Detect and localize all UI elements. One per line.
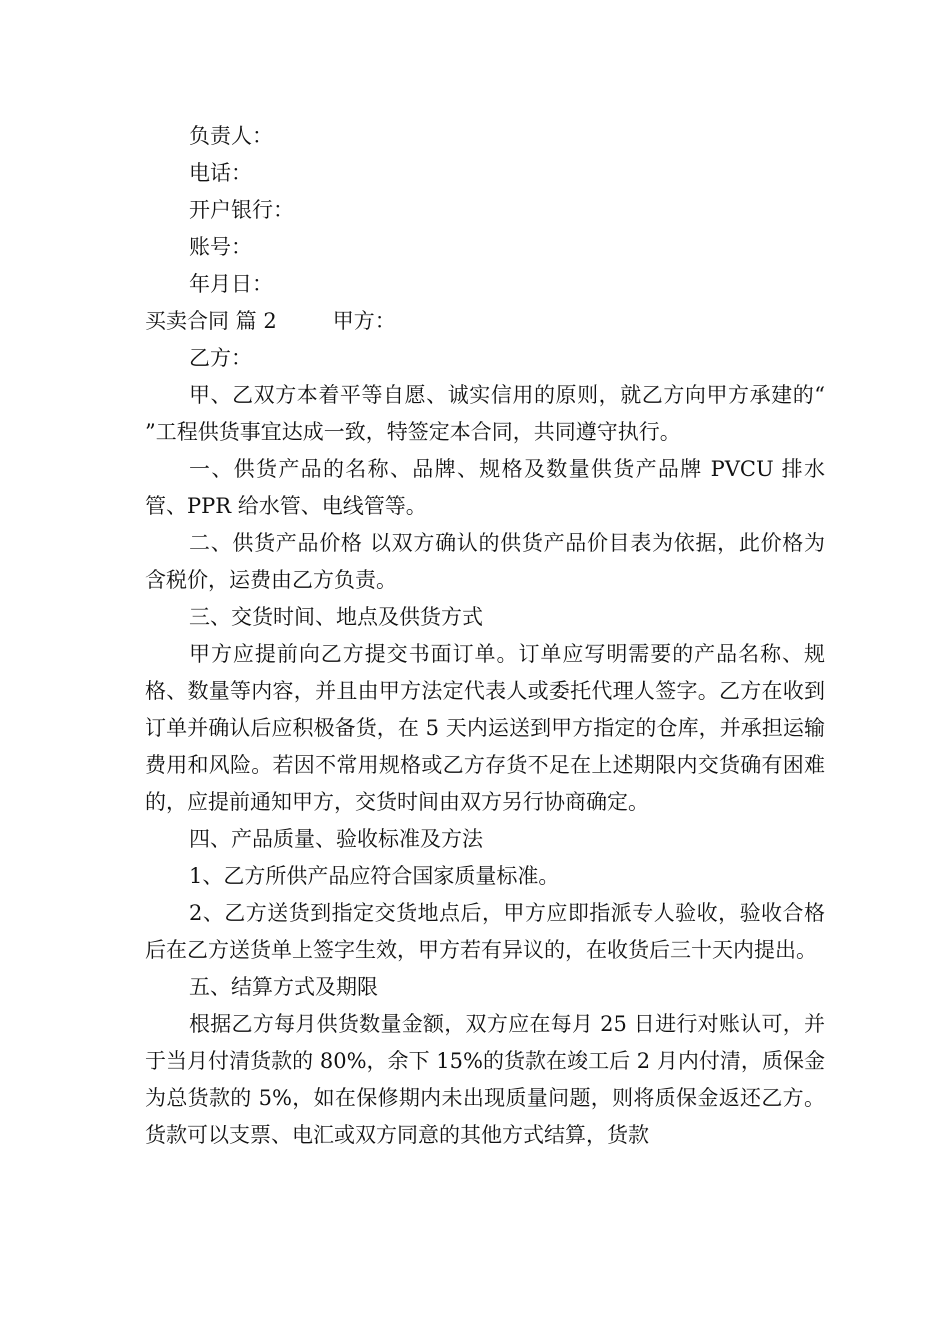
field-account: 账号：: [189, 235, 252, 259]
paragraph-section-5: 根据乙方每月供货数量金额，双方应在每月 25 日进行对账认可，并于当月付清货款的 80%，余下 15%的货款在竣工后 2 月内付清，质保金为总货款的 5%，如在保修期内未出现质量问题，则将质保金返还乙方。货款可以支票、电汇或双方同意的其他方式结算，货款: [145, 1012, 825, 1147]
paragraph-intro: 甲、乙双方本着平等自愿、诚实信用的原则，就乙方向甲方承建的“ ”工程供货事宜达成一致，特签定本合同，共同遵守执行。: [145, 383, 832, 444]
paragraph-section-4-1: 1、乙方所供产品应符合国家质量标准。: [189, 864, 560, 888]
field-phone: 电话：: [189, 161, 252, 185]
paragraph-section-1: 一、供货产品的名称、品牌、规格及数量供货产品牌 PVCU 排水管、PPR 给水管、电线管等。: [145, 457, 825, 518]
contract-title: 买卖合同 篇 2: [145, 309, 277, 333]
paragraph-section-3: 甲方应提前向乙方提交书面订单。订单应写明需要的产品名称、规格、数量等内容，并且由甲方法定代表人或委托代理人签字。乙方在收到订单并确认后应积极备货，在 5 天内运送到甲方指定的仓库，并承担运输费用和风险。若因不常用规格或乙方存货不足在上述期限内交货确有困难的，应提前通知甲方，交货时间由双方另行协商确定。: [145, 642, 825, 814]
field-responsible: 负责人：: [189, 124, 273, 148]
section-5-title: 五、结算方式及期限: [189, 975, 378, 999]
party-a-label: 甲方：: [332, 309, 396, 333]
contract-title-line: [145, 303, 825, 340]
document-body: [145, 118, 832, 1154]
paragraph-section-4-2: 2、乙方送货到指定交货地点后，甲方应即指派专人验收，验收合格后在乙方送货单上签字生效，甲方若有异议的，在收货后三十天内提出。: [145, 901, 825, 962]
paragraph-section-2: 二、供货产品价格 以双方确认的供货产品价目表为依据，此价格为含税价，运费由乙方负责。: [145, 531, 825, 592]
party-b-label: 乙方：: [189, 346, 252, 370]
section-4-title: 四、产品质量、验收标准及方法: [189, 827, 483, 851]
section-3-title: 三、交货时间、地点及供货方式: [189, 605, 483, 629]
field-bank: 开户银行：: [189, 198, 294, 222]
field-date: 年月日：: [189, 272, 273, 296]
